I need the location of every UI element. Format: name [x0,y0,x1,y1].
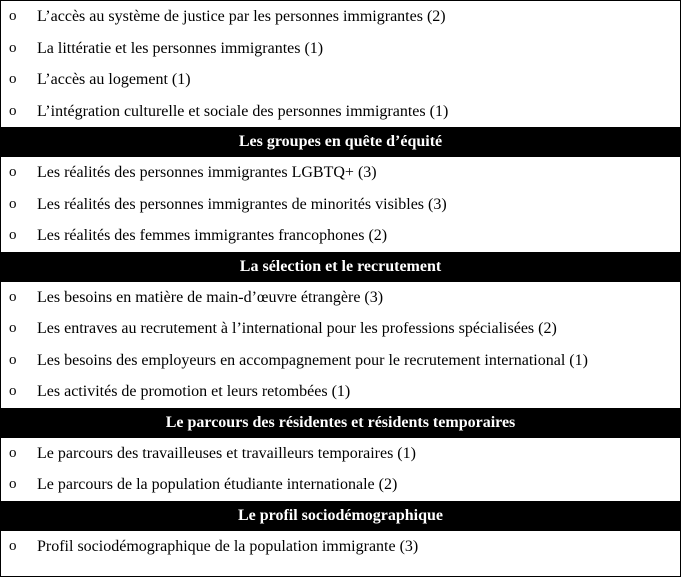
item-text: Les réalités des femmes immigrantes francophones (2) [37,227,388,244]
bullet-icon: o [9,164,17,180]
list-item [1,33,680,65]
section-header: Le profil sociodémographique [1,501,680,531]
item-text: Les réalités des personnes immigrantes LGBTQ+ (3) [37,164,377,181]
section-selection-recrutement [1,252,680,408]
section-header: Le parcours des résidentes et résidents temporaires [1,408,680,438]
item-text: Les activités de promotion et leurs retombées (1) [37,383,351,400]
item-text: L’accès au logement (1) [37,71,191,88]
item-text: Les besoins des employeurs en accompagnement pour le recrutement international (1) [37,351,588,369]
section-profil-sociodemographique [1,501,680,563]
item-text: Le parcours des travailleuses et travailleurs temporaires (1) [37,444,416,462]
bullet-icon: o [9,288,17,305]
list-item [1,64,680,96]
item-text: Le parcours de la population étudiante internationale (2) [37,476,398,493]
bullet-icon: o [9,227,17,243]
item-text: Les entraves au recrutement à l’international pour les professions spécialisées (2) [37,320,557,337]
item-text: Les réalités des personnes immigrantes de minorités visibles (3) [37,195,447,213]
list-item [1,157,680,189]
bullet-icon: o [9,351,17,368]
item-text: L’intégration culturelle et sociale des personnes immigrantes (1) [37,102,449,120]
bullet-icon: o [9,444,17,461]
item-text: Profil sociodémographique de la population immigrante (3) [37,537,419,555]
list-item [1,189,680,221]
item-text: La littératie et les personnes immigrantes (1) [37,39,324,57]
bullet-icon: o [9,8,17,24]
bullet-icon: o [9,383,17,399]
list-item [1,438,680,470]
list-item [1,531,680,563]
bullet-icon: o [9,537,17,554]
bullet-icon: o [9,71,17,87]
list-item [1,282,680,314]
item-text: L’accès au système de justice par les personnes immigrantes (2) [37,8,446,25]
bullet-icon: o [9,476,17,492]
bullet-icon: o [9,195,17,212]
section-header: La sélection et le recrutement [1,252,680,282]
list-item [1,220,680,252]
list-item [1,96,680,128]
list-item [1,469,680,501]
section-residents-temporaires [1,408,680,501]
section-header: Les groupes en quête d’équité [1,127,680,157]
section-groupes-equite [1,127,680,252]
list-item [1,1,680,33]
list-item [1,313,680,345]
bullet-icon: o [9,102,17,119]
list-item [1,376,680,408]
bullet-icon: o [9,39,17,56]
item-text: Les besoins en matière de main-d’œuvre étrangère (3) [37,288,384,306]
list-item [1,345,680,377]
section-justice-logement [1,1,680,127]
bullet-icon: o [9,320,17,336]
